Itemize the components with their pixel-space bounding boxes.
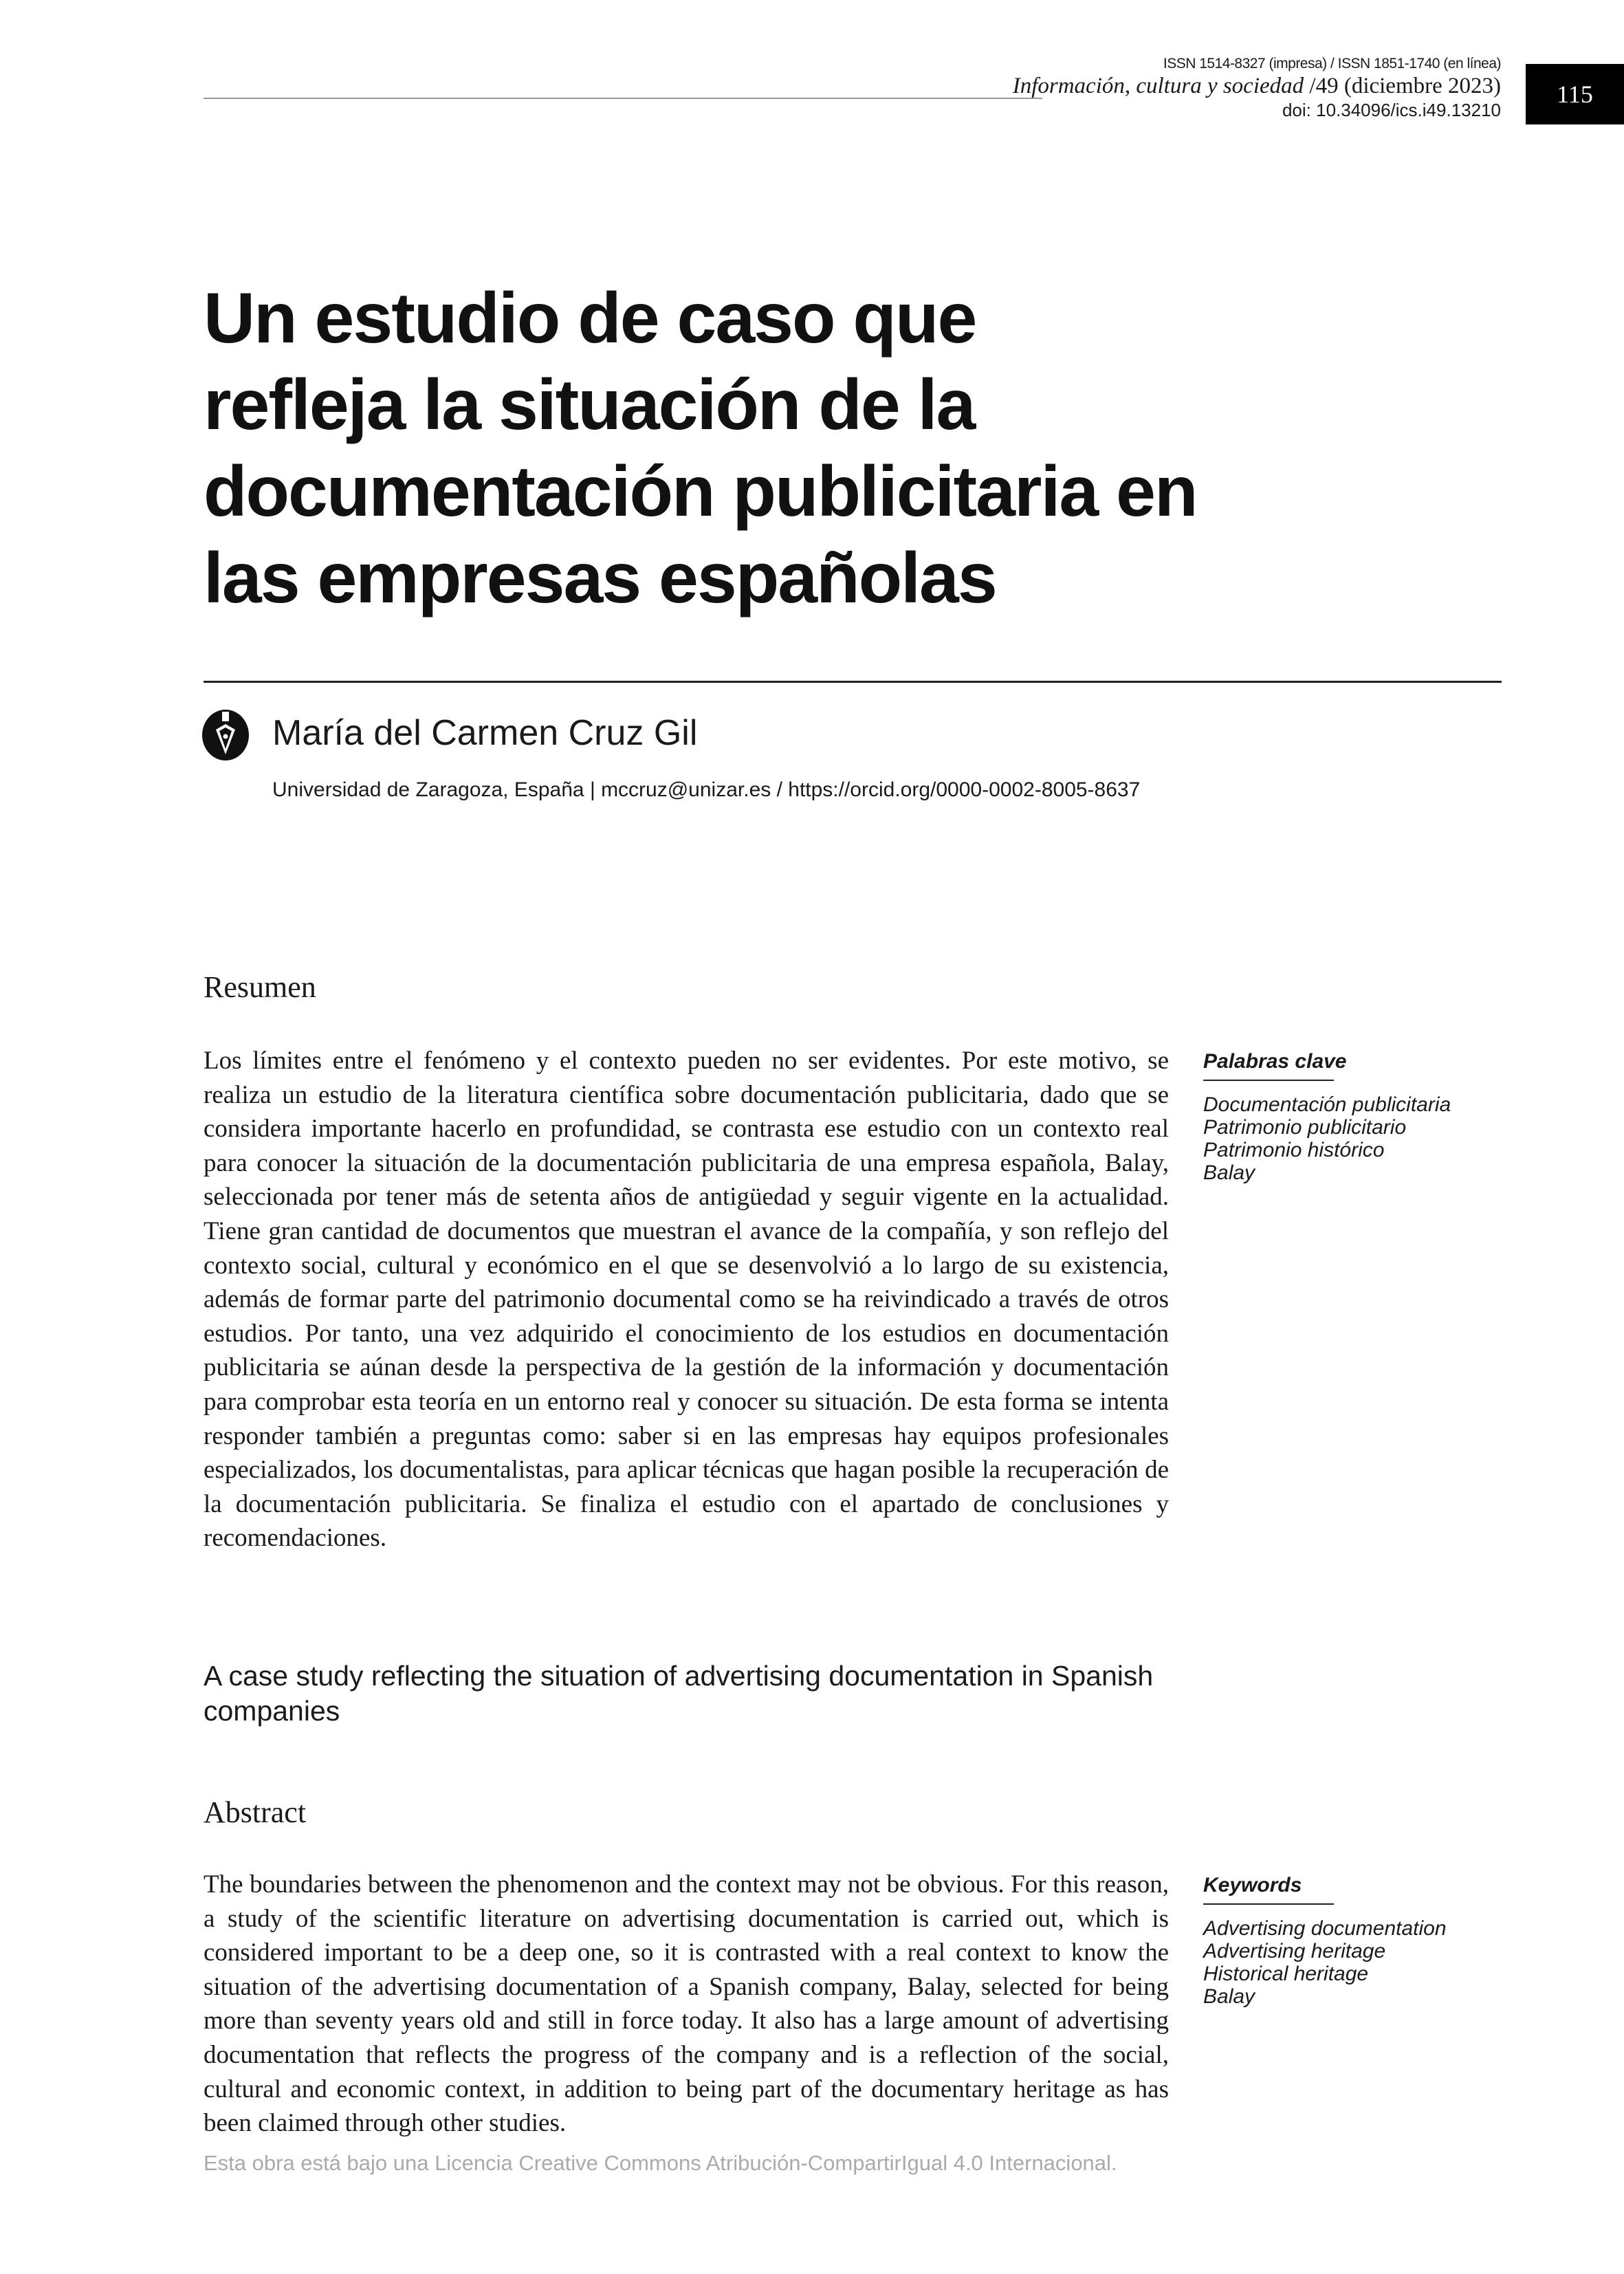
- article-title: [204, 275, 1196, 622]
- journal-issue: /49 (diciembre 2023): [1304, 74, 1501, 98]
- license-footer: Esta obra está bajo una Licencia Creative Commons Atribución-CompartirIgual 4.0 Internacional.: [204, 2151, 1117, 2175]
- title-rule: [204, 681, 1502, 683]
- author-affiliation: Universidad de Zaragoza, España | mccruz@unizar.es / https://orcid.org/0000-0002-8005-8637: [272, 778, 1141, 801]
- title-line: refleja la situación de la: [204, 365, 975, 445]
- title-line: documentación publicitaria en: [204, 452, 1197, 532]
- issn: ISSN 1514-8327 (impresa) / ISSN 1851-1740 (en línea): [1163, 56, 1501, 72]
- keywords-heading: Keywords: [1203, 1874, 1302, 1896]
- keyword: Documentación publicitaria: [1203, 1093, 1451, 1116]
- keywords-heading: Palabras clave: [1203, 1050, 1347, 1073]
- keyword: Balay: [1203, 1161, 1255, 1184]
- keyword: Balay: [1203, 1985, 1255, 2008]
- journal-citation: [1013, 73, 1501, 99]
- title-line: Un estudio de caso que: [204, 278, 976, 358]
- keyword: Patrimonio histórico: [1203, 1139, 1385, 1161]
- keywords: [1203, 1872, 1492, 2008]
- title-line: las empresas españolas: [204, 538, 996, 618]
- resumen-heading: Resumen: [204, 970, 316, 1004]
- keyword: Historical heritage: [1203, 1963, 1369, 1985]
- keyword: Advertising heritage: [1203, 1940, 1386, 1963]
- page-number: 115: [1526, 64, 1624, 124]
- keyword: Patrimonio publicitario: [1203, 1116, 1407, 1139]
- english-title: A case study reflecting the situation of advertising documentation in Spanish companies: [204, 1660, 1154, 1727]
- abstract-text: The boundaries between the phenomenon and the context may not be obvious. For this reason, a study of the scientific literature on advertising documentation is carried out, which is considered important to be a deep one, so it is contrasted with a real context to know the situation of the advertising documentation of a Spanish company, Balay, selected for being more than seventy years old and still in force today. It also has a large amount of advertising documentation that reflects the progress of the company and is a reflection of the social, cultural and economic context, in addition to being part of the documentary heritage as has been claimed through other studies.: [204, 1870, 1169, 2138]
- doi: doi: 10.34096/ics.i49.13210: [1282, 100, 1501, 120]
- keywords-rule: [1203, 1080, 1334, 1081]
- journal-name: Información, cultura y sociedad: [1012, 74, 1304, 98]
- journal-header: [1013, 55, 1501, 121]
- keywords-rule: [1203, 1903, 1334, 1905]
- header-rule: [204, 98, 1042, 99]
- keyword: Advertising documentation: [1203, 1917, 1447, 1940]
- palabras-clave: [1203, 1048, 1492, 1184]
- resumen-text: Los límites entre el fenómeno y el contexto pueden no ser evidentes. Por este motivo, se realiza un estudio de la literatura científica sobre documentación publicitaria, dado que se considera importante hacerlo en profundidad, se contrasta ese estudio con un contexto real para conocer la situación de la documentación publicitaria de una empresa española, Balay, seleccionada por tener más de setenta años de antigüedad y seguir vigente en la actualidad. Tiene gran cantidad de documentos que muestran el avance de la compañía, y son reflejo del contexto social, cultural y económico en el que se desenvolvió a lo largo de su existencia, además de formar parte del patrimonio documental como se ha reivindicado a través de otros estudios. Por tanto, una vez adquirido el conocimiento de los estudios en documentación publicitaria se aúnan desde la perspectiva de la gestión de la información y documentación para comprobar esta teoría en un entorno real y conocer su situación. De esta forma se intenta responder también a preguntas como: saber si en las empresas hay equipos profesionales especializados, los documentalistas, para aplicar técnicas que hagan posible la recuperación de la documentación publicitaria. Se finaliza el estudio con el apartado de conclusiones y recomendaciones.: [204, 1047, 1169, 1553]
- author-name: María del Carmen Cruz Gil: [272, 713, 698, 753]
- abstract-heading: Abstract: [204, 1795, 307, 1829]
- pen-nib-icon: [199, 709, 252, 761]
